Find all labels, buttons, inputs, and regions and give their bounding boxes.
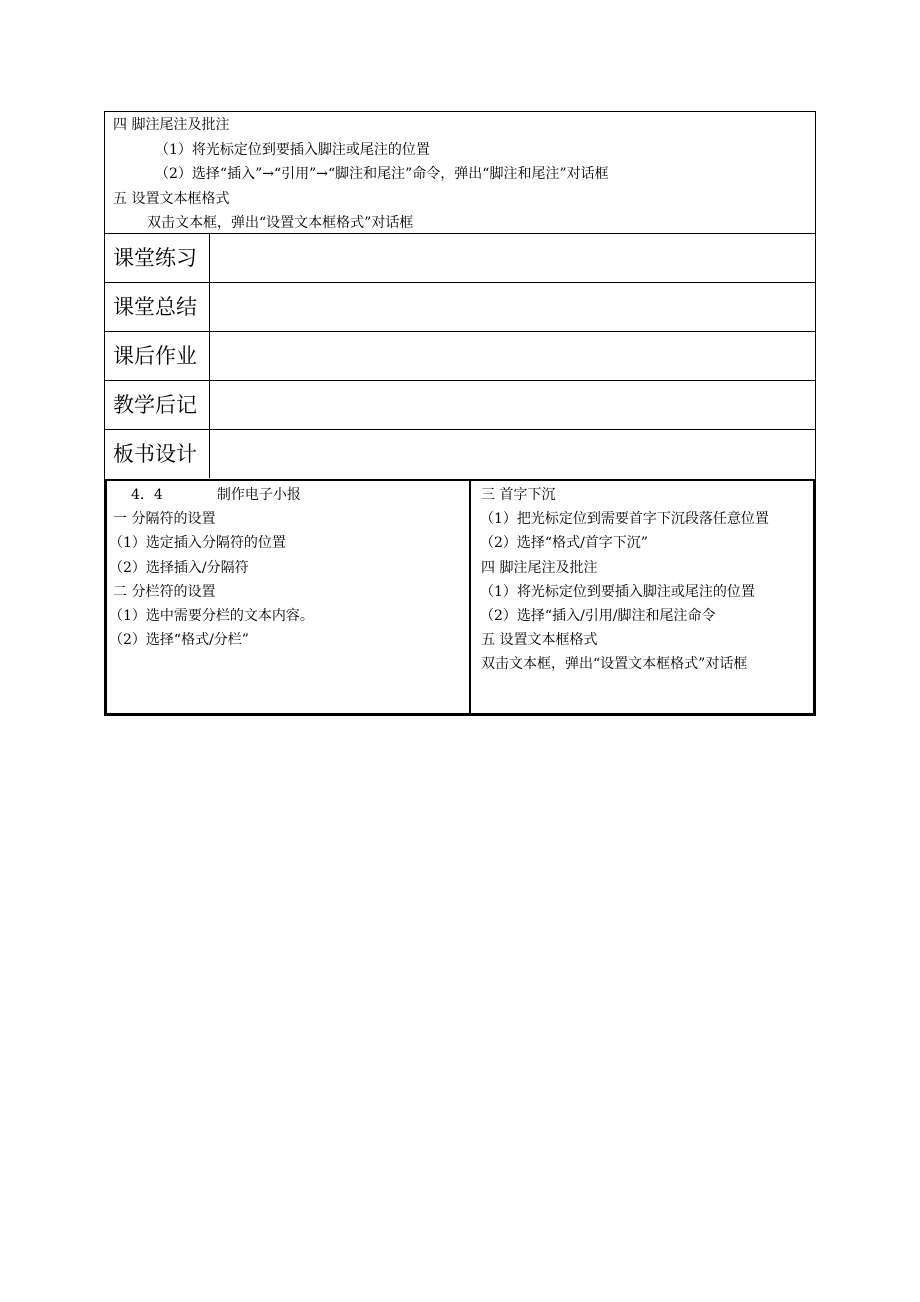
step-line: （2）选择“插入”→“引用”→“脚注和尾注”命令，弹出“脚注和尾注”对话框 — [155, 166, 609, 182]
row-label: 教学后记 — [105, 381, 210, 429]
board-line: 五 设置文本框格式 — [481, 632, 598, 649]
row-label: 课堂练习 — [105, 234, 210, 282]
board-left-column — [107, 481, 471, 713]
board-design-box — [105, 479, 815, 715]
board-line: （1）选定插入分隔符的位置 — [109, 535, 286, 552]
board-line: （1）将光标定位到要插入脚注或尾注的位置 — [480, 583, 755, 600]
step-line: （1）将光标定位到要插入脚注或尾注的位置 — [155, 141, 430, 158]
board-line: （2）选择“插入/引用/脚注和尾注命令 — [480, 608, 716, 625]
section-heading: 四 脚注尾注及批注 — [113, 117, 230, 133]
board-line: 四 脚注尾注及批注 — [481, 559, 598, 576]
row-value — [210, 283, 815, 331]
row-label: 课堂总结 — [105, 283, 210, 331]
board-line: 双击文本框，弹出“设置文本框格式”对话框 — [481, 656, 748, 673]
board-line: 三 首字下沉 — [481, 487, 556, 503]
row-value — [210, 332, 815, 380]
section-heading: 五 设置文本框格式 — [113, 190, 230, 207]
lesson-plan-table — [104, 111, 816, 716]
row-value — [210, 381, 815, 429]
board-right-column — [473, 481, 813, 713]
board-line: （1）把光标定位到需要首字下沉段落任意位置 — [480, 511, 769, 528]
row-value — [210, 234, 815, 282]
board-title-text: 制作电子小报 — [216, 487, 301, 503]
row-label: 板书设计 — [105, 430, 210, 478]
board-line: （2）选择“格式/分栏” — [109, 632, 249, 649]
row-homework — [105, 332, 815, 381]
board-title — [107, 483, 469, 507]
board-line: （2）选择插入/分隔符 — [109, 559, 249, 576]
row-teaching-reflection — [105, 381, 815, 430]
board-line: 二 分栏符的设置 — [113, 583, 216, 600]
board-line: （1）选中需要分栏的文本内容。 — [109, 608, 314, 625]
board-line: 一 分隔符的设置 — [113, 511, 216, 528]
row-value — [210, 430, 815, 478]
row-classroom-summary — [105, 283, 815, 332]
row-label: 课后作业 — [105, 332, 210, 380]
row-board-design — [105, 430, 815, 479]
board-line: （2）选择“格式/首字下沉” — [480, 535, 648, 552]
step-line: 双击文本框，弹出“设置文本框格式”对话框 — [147, 215, 414, 231]
board-title-number: 4．4 — [131, 487, 163, 503]
row-classroom-practice — [105, 234, 815, 283]
top-notes-cell — [105, 112, 815, 234]
